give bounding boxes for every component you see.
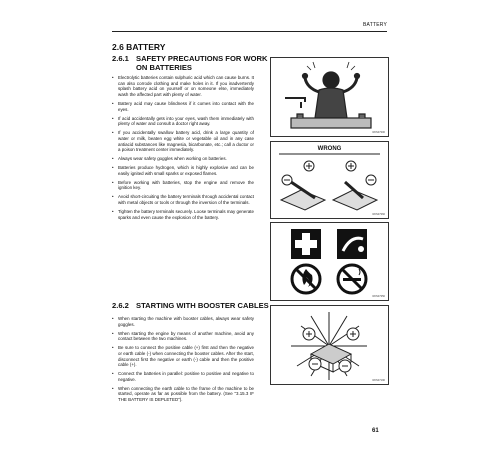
subsection-title-booster <box>112 302 269 311</box>
figure-code: RKS07360 <box>372 213 385 216</box>
list-item: • When starting the engine by means of another machine, avoid any contact between the two machines. <box>112 331 254 342</box>
subsection-title-text: STARTING WITH BOOSTER CABLES <box>136 301 269 310</box>
figure-wrong-connections <box>270 141 389 219</box>
list-item: • Before working with batteries, stop the engine and remove the ignition key. <box>112 180 254 191</box>
list-item: • If you accidentally swallow battery acid, drink a large quantity of water or milk, beaten egg white or vegetable oil and in any case antiacid substances like magnesia, bicarbonate, etc.; call a doctor or a poison treatment center immediately. <box>112 130 254 153</box>
list-item: • Tighten the battery terminals securely. Loose terminals may generate sparks and even cause the explosion of the battery. <box>112 209 254 220</box>
subsection-number: 2.6.2 <box>112 301 129 310</box>
list-item: • Batteries produce hydrogen, which is highly explosive and can be easily ignited with small sparks or exposed flames. <box>112 165 254 176</box>
list-item: • Connect the batteries in parallel: positive to positive and negative to negative. <box>112 371 254 382</box>
figure-code: RKS07190 <box>372 379 385 382</box>
short-circuit-illustration <box>271 142 388 218</box>
header-label: BATTERY <box>363 22 387 28</box>
no-smoking-icon <box>338 265 366 293</box>
list-item: • Avoid short-circuiting the battery terminals through accidental contact with metal objects or tools or through the inversion of the terminals. <box>112 194 254 205</box>
figure-safety-symbols <box>270 222 389 301</box>
figure-battery-explosion <box>270 305 389 385</box>
safety-symbols-illustration <box>271 223 388 300</box>
page-header <box>112 22 387 32</box>
list-item: • When connecting the earth cable to the frame of the machine to be started, operate as far as possible from the battery. (See "3.15.3 IF THE BATTERY IS DEPLETED"). <box>112 386 254 403</box>
person-washing-eyes-illustration <box>271 58 388 136</box>
list-item: • Electrolytic batteries contain sulphuric acid which can cause burns. It can also corrode clothing and make holes in it. If you inadvertently splash battery acid on yourself or on someone else, immediately wash the affected part with plenty of water. <box>112 75 254 98</box>
battery-explosion-illustration <box>271 306 388 384</box>
list-item: • Battery acid may cause blindness if it comes into contact with the eyes. <box>112 101 254 112</box>
subsection-title-line1: SAFETY PRECAUTIONS FOR WORK <box>136 54 268 63</box>
section-title: 2.6 BATTERY <box>112 42 166 52</box>
figure-code: RKS07350 <box>372 295 385 298</box>
page-number: 61 <box>372 428 379 434</box>
list-item: • Be sure to connect the positive cable (+) first and then the negative or earth cable (-) when connecting the booster cables. After the start, disconnect first the negative or earth (-) cable and then the positive cable (+). <box>112 345 254 368</box>
eye-wash-icon <box>337 229 367 259</box>
figure-wash-eyes <box>270 57 389 137</box>
list-item: • Always wear safety goggles when working on batteries. <box>112 156 254 162</box>
subsection-number: 2.6.1 <box>112 54 129 63</box>
figure-code: RKS07300 <box>372 131 385 134</box>
list-item: • If acid accidentally gets into your eyes, wash them immediately with plenty of water and consult a doctor right away. <box>112 116 254 127</box>
bullet-list-booster <box>112 316 254 406</box>
bullet-list-safety <box>112 75 254 223</box>
wrong-label: WRONG <box>317 146 342 152</box>
no-flame-icon <box>292 265 320 293</box>
header-rule <box>112 31 387 32</box>
list-item: • When starting the machine with booster cables, always wear safety goggles. <box>112 316 254 327</box>
subsection-title-line2: ON BATTERIES <box>136 62 192 72</box>
subsection-title-safety <box>112 55 268 72</box>
